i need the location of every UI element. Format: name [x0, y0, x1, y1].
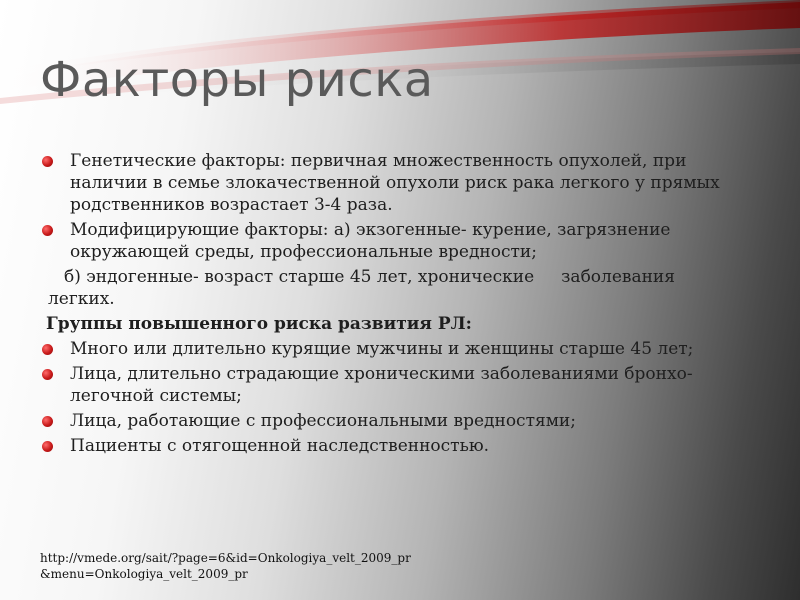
bullet-item	[40, 219, 760, 263]
continuation-text	[40, 266, 760, 310]
bullet-dot-icon	[42, 369, 53, 380]
bullet-text: Пациенты с отягощенной наследственностью.	[70, 436, 490, 456]
bullet-dot-icon	[42, 156, 53, 167]
bullet-text: Лица, работающие с профессиональными вредностями;	[70, 411, 576, 431]
bullet-item	[40, 338, 760, 360]
bullet-text: Много или длительно курящие мужчины и женщины старше 45 лет;	[70, 339, 694, 359]
bullet-item	[40, 363, 760, 407]
continuation-line-1: б) эндогенные- возраст старше 45 лет, хронические заболевания	[64, 267, 675, 287]
slide-content	[40, 150, 760, 460]
bullet-item	[40, 435, 760, 457]
bullet-item	[40, 410, 760, 432]
bullet-dot-icon	[42, 441, 53, 452]
bullet-dot-icon	[42, 225, 53, 236]
slide-title: Факторы риска	[40, 52, 434, 108]
bullet-dot-icon	[42, 416, 53, 427]
bullet-item	[40, 150, 760, 216]
continuation-line-2: легких.	[48, 289, 115, 309]
bullet-text: Модифицирующие факторы: а) экзогенные- курение, загрязнение окружающей среды, профессиональные вредности;	[70, 220, 671, 262]
bullet-text: Лица, длительно страдающие хроническими заболеваниями бронхо- легочной системы;	[70, 364, 693, 406]
bullet-dot-icon	[42, 344, 53, 355]
source-link[interactable]: http://vmede.org/sait/?page=6&id=Onkologiya_velt_2009_pr&menu=Onkologiya_velt_2009_pr	[40, 551, 411, 581]
bullet-text: Генетические факторы: первичная множественность опухолей, при наличии в семье злокачественной опухоли риск рака легкого у прямых родственников возрастает 3-4 раза.	[70, 151, 720, 215]
section-heading: Группы повышенного риска развития РЛ:	[46, 314, 472, 334]
